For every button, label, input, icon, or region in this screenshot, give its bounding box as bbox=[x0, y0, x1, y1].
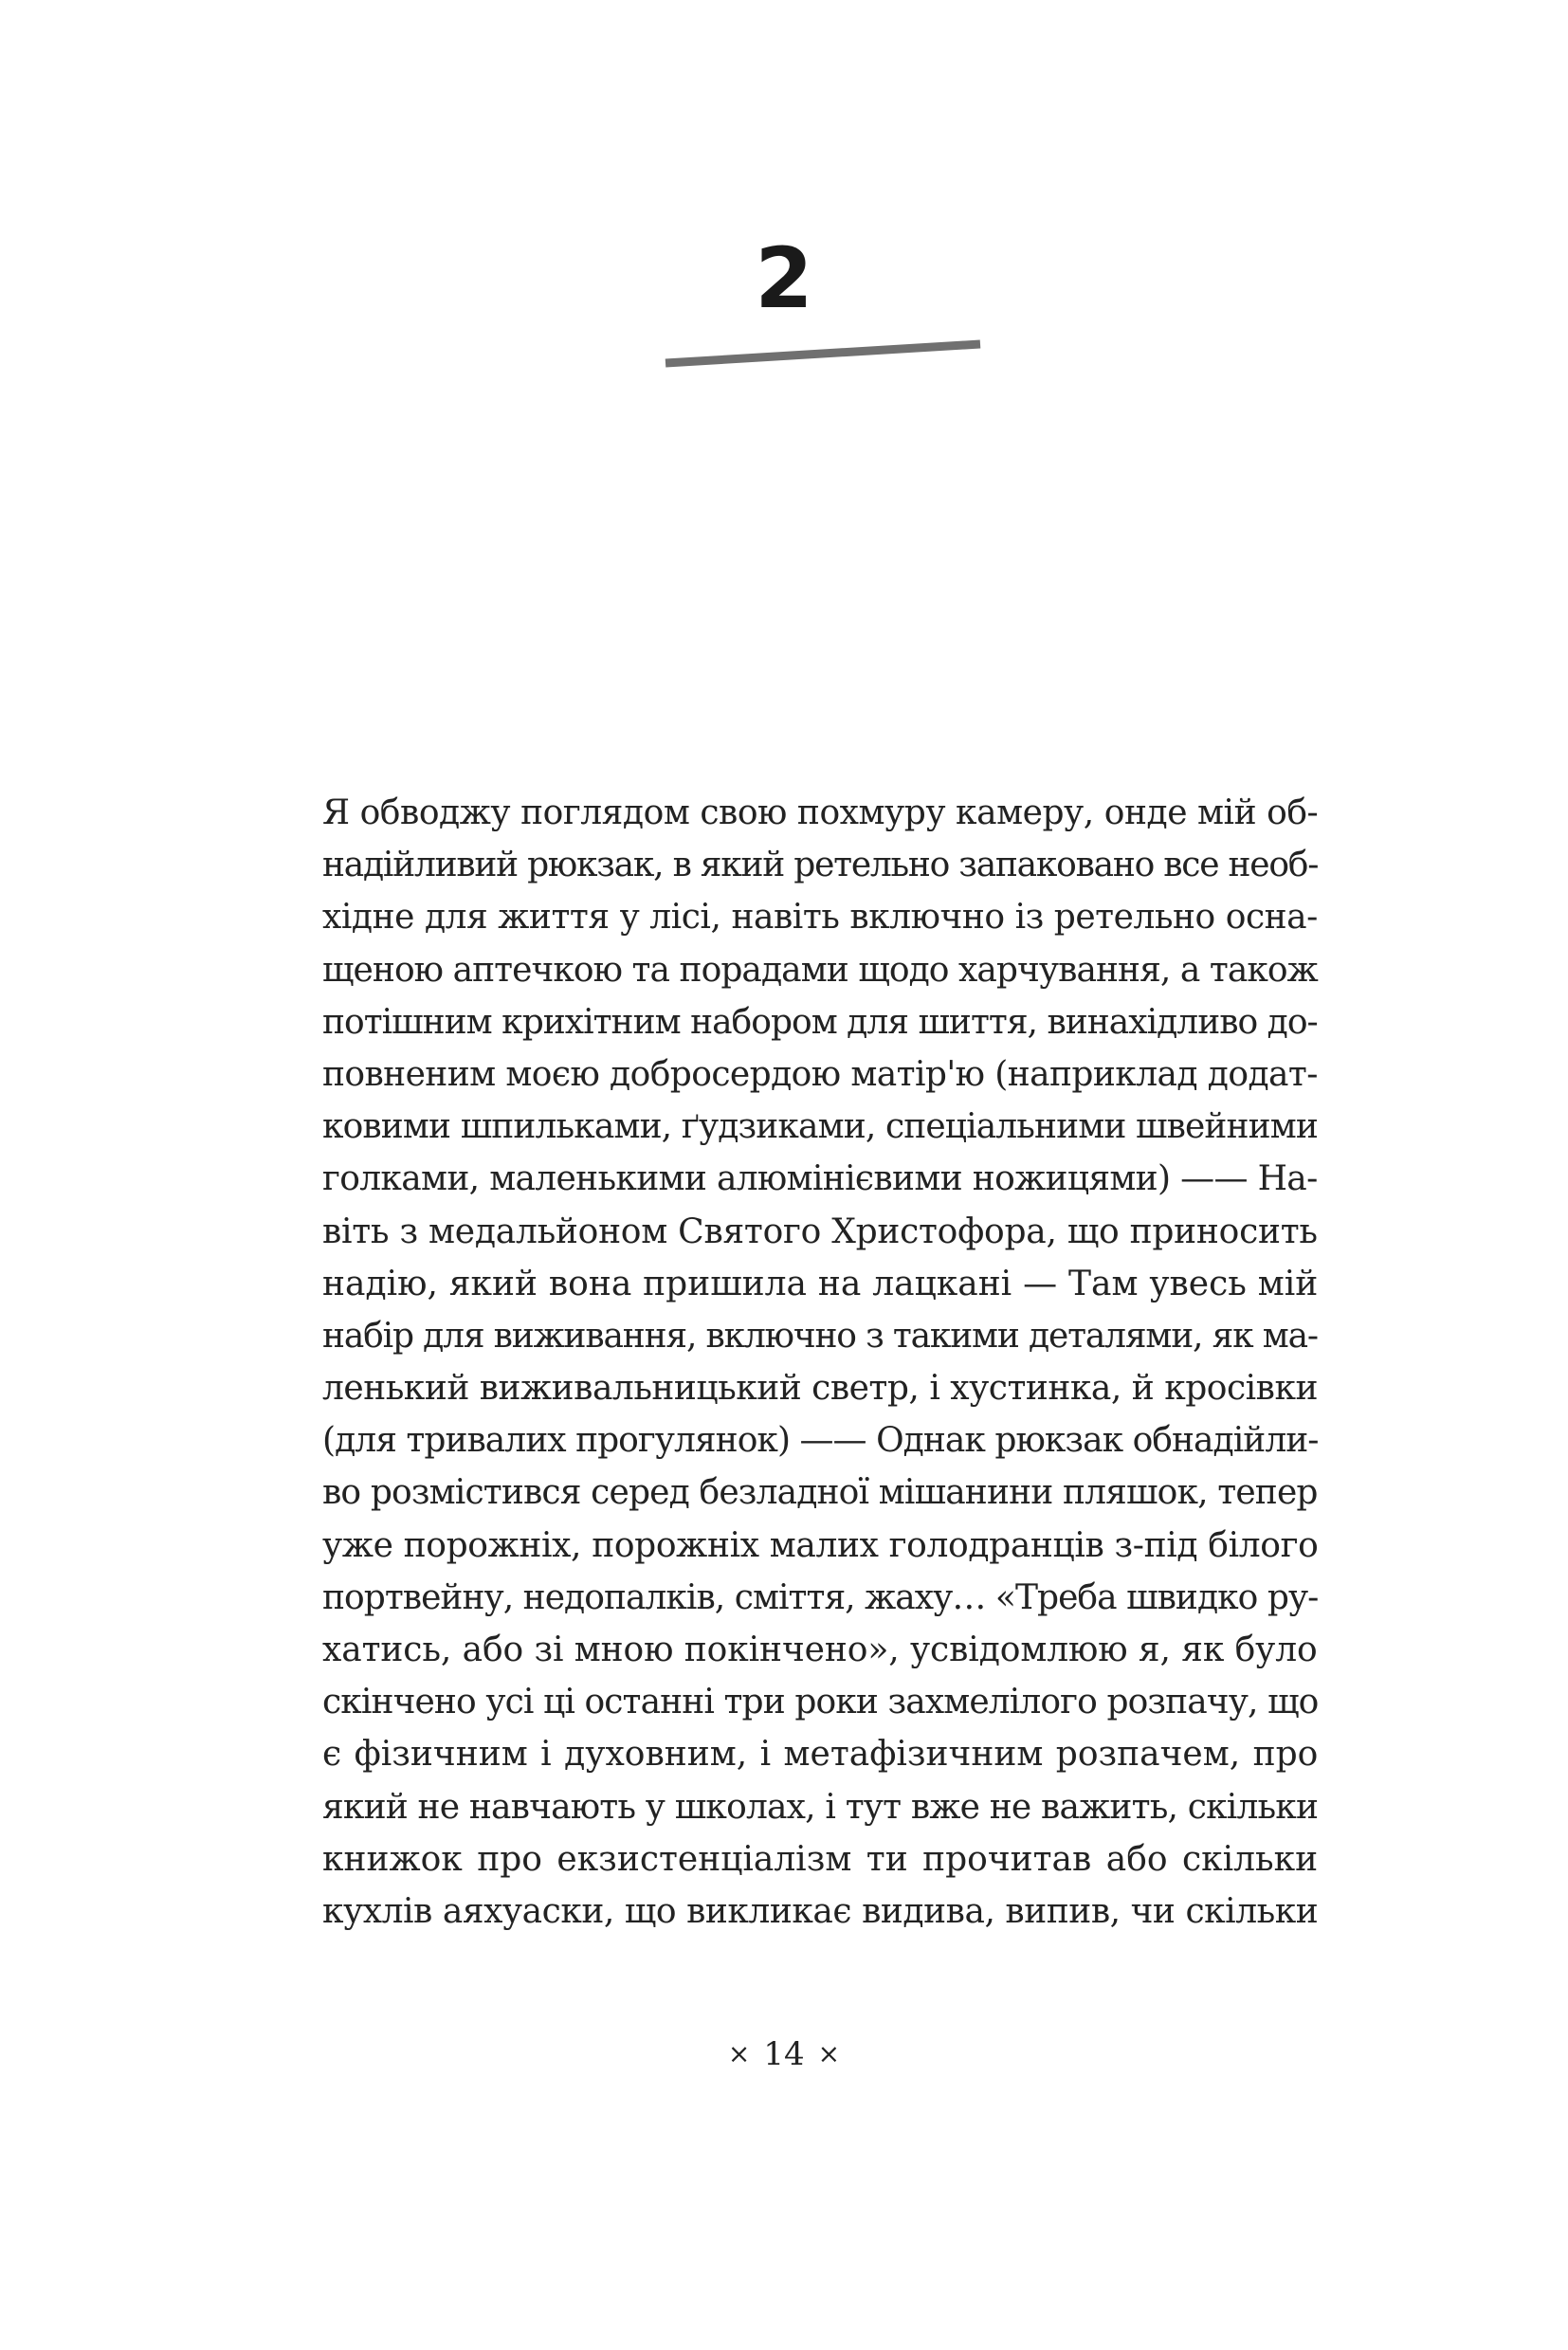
text-line: во розмістився серед безладної мішанини пляшок, тепер bbox=[322, 1473, 1318, 1513]
text-line: хідне для життя у лісі, навіть включно із ретельно осна- bbox=[322, 898, 1318, 938]
text-line: кухлів аяхуаски, що викликає видива, випив, чи скільки bbox=[322, 1891, 1319, 1931]
text-line: надійливий рюкзак, в який ретельно запаковано все необ- bbox=[322, 846, 1319, 885]
text-line: книжок про екзистенціалізм ти прочитав або скільки bbox=[322, 1839, 1319, 1879]
text-line: голками, маленькими алюмінієвими ножицями) —— На- bbox=[322, 1159, 1318, 1199]
text-line: портвейну, недопалків, сміття, жаху… «Треба швидко ру- bbox=[322, 1577, 1319, 1617]
text-line: ленький виживальницький светр, і хустинка, й кросівки bbox=[322, 1369, 1318, 1409]
text-line: є фізичним і духовним, і метафізичним розпачем, про bbox=[322, 1735, 1319, 1775]
text-line: який не навчають у школах, і тут вже не важить, скільки bbox=[322, 1787, 1319, 1827]
text-line: скінчено усі ці останні три роки захмелілого розпачу, що bbox=[322, 1683, 1319, 1722]
text-line: потішним крихітним набором для шиття, винахідливо до- bbox=[322, 1002, 1318, 1042]
chapter-number: 2 bbox=[755, 229, 813, 327]
text-line: повненим моєю добросердою матір'ю (наприклад додат- bbox=[322, 1054, 1318, 1094]
text-line: віть з медальйоном Святого Христофора, що приносить bbox=[322, 1211, 1318, 1251]
folio-mark-right: × bbox=[817, 2038, 841, 2069]
text-line: уже порожніх, порожніх малих голодранців з-під білого bbox=[322, 1525, 1319, 1565]
page-number: 14 bbox=[763, 2035, 805, 2073]
body-text bbox=[322, 787, 1318, 1939]
text-line: (для тривалих прогулянок) —— Однак рюкзак обнадійли- bbox=[322, 1421, 1319, 1461]
chapter-rule bbox=[664, 337, 982, 374]
text-line: набір для виживання, включно з такими деталями, як ма- bbox=[322, 1316, 1318, 1356]
text-line: щеною аптечкою та порадами щодо харчування, а також bbox=[322, 950, 1318, 990]
text-line: надію, який вона пришила на лацкані — Там увесь мій bbox=[322, 1264, 1319, 1303]
text-line: Я обводжу поглядом свою похмуру камеру, онде мій об- bbox=[322, 793, 1319, 832]
text-line: ковими шпильками, ґудзиками, спеціальними швейними bbox=[322, 1107, 1319, 1147]
chapter-rule-line bbox=[665, 344, 980, 363]
text-line: хатись, або зі мною покінчено», усвідомлюю я, як було bbox=[322, 1630, 1318, 1669]
page-footer bbox=[0, 2035, 1568, 2073]
folio-mark-left: × bbox=[727, 2038, 751, 2069]
